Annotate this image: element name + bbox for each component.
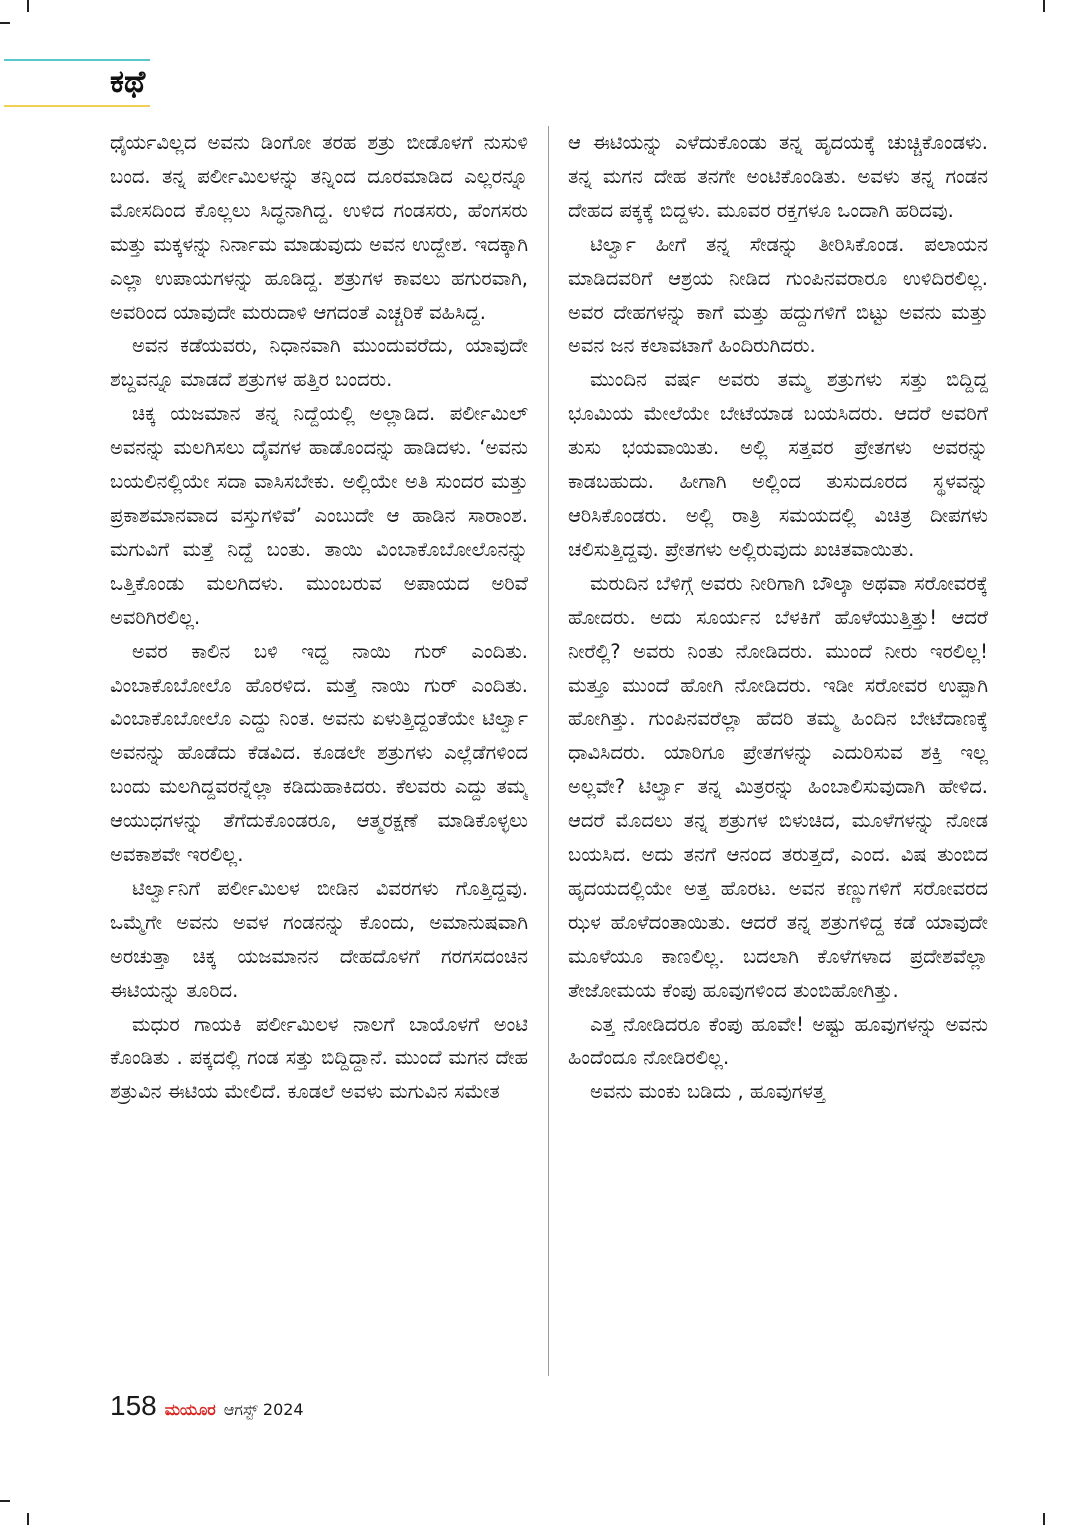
crop-mark — [27, 0, 29, 12]
crop-mark — [1043, 1513, 1045, 1525]
paragraph: ಮಧುರ ಗಾಯಕಿ ಪರ್ಲೀಮಿಲಳ ನಾಲಗೆ ಬಾಯೊಳಗೆ ಅಂಟಿ ಕೊಂಡಿತು . ಪಕ್ಕದಲ್ಲಿ ಗಂಡ ಸತ್ತು ಬಿದ್ದಿದ್ದಾನೆ. ಮುಂದೆ ಮಗನ ದೇಹ ಶತ್ರುವಿನ ಈಟಿಯ ಮೇಲಿದೆ. ಕೂಡಲೆ ಅವಳು ಮಗುವಿನ ಸಮೇತ — [110, 1012, 528, 1104]
magazine-logo: ಮಯೂರ — [164, 1400, 216, 1419]
issue-date: ಆಗಸ್ಟ್ 2024 — [223, 1400, 304, 1419]
left-column — [110, 126, 528, 1381]
paragraph: ಅವನ ಕಡೆಯವರು, ನಿಧಾನವಾಗಿ ಮುಂದುವರೆದು, ಯಾವುದೇ ಶಬ್ದವನ್ನೂ ಮಾಡದೆ ಶತ್ರುಗಳ ಹತ್ತಿರ ಬಂದರು. — [110, 334, 528, 392]
paragraph: ಅವನು ಮಂಕು ಬಡಿದು , ಹೂವುಗಳತ್ತ — [590, 1080, 825, 1104]
column-divider — [548, 126, 549, 1376]
section-rule-top — [4, 59, 150, 61]
paragraph: ಎತ್ತ ನೋಡಿದರೂ ಕೆಂಪು ಹೂವೇ! ಅಷ್ಟು ಹೂವುಗಳನ್ನು ಅವನು ಹಿಂದೆಂದೂ ನೋಡಿರಲಿಲ್ಲ. — [568, 1012, 988, 1070]
section-title: ಕಥೆ — [110, 64, 146, 100]
paragraph: ಟಿರ್ಲ್ವಾ ಹೀಗೆ ತನ್ನ ಸೇಡನ್ನು ತೀರಿಸಿಕೊಂಡ. ಪಲಾಯನ ಮಾಡಿದವರಿಗೆ ಆಶ್ರಯ ನೀಡಿದ ಗುಂಪಿನವರಾರೂ ಉಳಿದಿರಲಿಲ್ಲ. ಅವರ ದೇಹಗಳನ್ನು ಕಾಗೆ ಮತ್ತು ಹದ್ದುಗಳಿಗೆ ಬಿಟ್ಟು ಅವನು ಮತ್ತು ಅವನ ಜನ ಕಲಾವಟಾಗೆ ಹಿಂದಿರುಗಿದರು. — [568, 232, 988, 358]
page-number: 158 — [110, 1390, 157, 1421]
crop-mark — [27, 1513, 29, 1525]
page-footer — [110, 1390, 304, 1430]
paragraph: ಮರುದಿನ ಬೆಳಿಗ್ಗೆ ಅವರು ನೀರಿಗಾಗಿ ಬೌಲ್ಕಾ ಅಥವಾ ಸರೋವರಕ್ಕೆ ಹೋದರು. ಅದು ಸೂರ್ಯನ ಬೆಳಕಿಗೆ ಹೊಳೆಯುತ್ತಿತ್ತು! ಆದರೆ ನೀರೆಲ್ಲಿ? ಅವರು ನಿಂತು ನೋಡಿದರು. ಮುಂದೆ ನೀರು ಇರಲಿಲ್ಲ! ಮತ್ತೂ ಮುಂದೆ ಹೋಗಿ ನೋಡಿದರು. ಇಡೀ ಸರೋವರ ಉಪ್ಪಾಗಿ ಹೋಗಿತ್ತು. ಗುಂಪಿನವರೆಲ್ಲಾ ಹೆದರಿ ತಮ್ಮ ಹಿಂದಿನ ಬೇಟೆದಾಣಕ್ಕೆ ಧಾವಿಸಿದರು. ಯಾರಿಗೂ ಪ್ರೇತಗಳನ್ನು ಎದುರಿಸುವ ಶಕ್ತಿ ಇಲ್ಲ ಅಲ್ಲವೇ? ಟಿರ್ಲ್ವಾ ತನ್ನ ಮಿತ್ರರನ್ನು ಹಿಂಬಾಲಿಸುವುದಾಗಿ ಹೇಳಿದ. ಆದರೆ ಮೊದಲು ತನ್ನ ಶತ್ರುಗಳ ಬಿಳುಚಿದ, ಮೂಳೆಗಳನ್ನು ನೋಡ ಬಯಸಿದ. ಅದು ತನಗೆ ಆನಂದ ತರುತ್ತದೆ, ಎಂದ. ವಿಷ ತುಂಬಿದ ಹೃದಯದಲ್ಲಿಯೇ ಅತ್ತ ಹೊರಟ. ಅವನ ಕಣ್ಣುಗಳಿಗೆ ಸರೋವರದ ಝಳ ಹೊಳೆದಂತಾಯಿತು. ಆದರೆ ತನ್ನ ಶತ್ರುಗಳಿದ್ದ ಕಡೆ ಯಾವುದೇ ಮೂಳೆಯೂ ಕಾಣಲಿಲ್ಲ. ಬದಲಾಗಿ ಕೊಳೆಗಳಾದ ಪ್ರದೇಶವೆಲ್ಲಾ ತೇಜೋಮಯ ಕೆಂಪು ಹೂವುಗಳಿಂದ ತುಂಬಿಹೋಗಿತ್ತು. — [568, 571, 988, 1002]
paragraph: ಧೈರ್ಯವಿಲ್ಲದ ಅವನು ಡಿಂಗೋ ತರಹ ಶತ್ರು ಬೀಡೊಳಗೆ ನುಸುಳಿ ಬಂದ. ತನ್ನ ಪರ್ಲೀಮಿಲಳನ್ನು ತನ್ನಿಂದ ದೂರಮಾಡಿದ ಎಲ್ಲರನ್ನೂ ಮೋಸದಿಂದ ಕೊಲ್ಲಲು ಸಿದ್ಧನಾಗಿದ್ದ. ಉಳಿದ ಗಂಡಸರು, ಹೆಂಗಸರು ಮತ್ತು ಮಕ್ಕಳನ್ನು ನಿರ್ನಾಮ ಮಾಡುವುದು ಅವನ ಉದ್ದೇಶ. ಇದಕ್ಕಾಗಿ ಎಲ್ಲಾ ಉಪಾಯಗಳನ್ನು ಹೂಡಿದ್ದ. ಶತ್ರುಗಳ ಕಾವಲು ಹಗುರವಾಗಿ, ಅವರಿಂದ ಯಾವುದೇ ಮರುದಾಳಿ ಆಗದಂತೆ ಎಚ್ಚರಿಕೆ ವಹಿಸಿದ್ದ. — [110, 131, 528, 324]
crop-mark — [1043, 0, 1045, 12]
crop-mark — [0, 1500, 10, 1502]
section-rule-bottom — [4, 105, 150, 107]
right-column — [568, 126, 988, 1381]
paragraph: ಆ ಈಟಿಯನ್ನು ಎಳೆದುಕೊಂಡು ತನ್ನ ಹೃದಯಕ್ಕೆ ಚುಚ್ಚಿಕೊಂಡಳು. ತನ್ನ ಮಗನ ದೇಹ ತನಗೇ ಅಂಟಿಕೊಂಡಿತು. ಅವಳು ತನ್ನ ಗಂಡನ ದೇಹದ ಪಕ್ಕಕ್ಕೆ ಬಿದ್ದಳು. ಮೂವರ ರಕ್ತಗಳೂ ಒಂದಾಗಿ ಹರಿದವು. — [568, 131, 988, 222]
paragraph: ಮುಂದಿನ ವರ್ಷ ಅವರು ತಮ್ಮ ಶತ್ರುಗಳು ಸತ್ತು ಬಿದ್ದಿದ್ದ ಭೂಮಿಯ ಮೇಲೆಯೇ ಬೇಟೆಯಾಡ ಬಯಸಿದರು. ಆದರೆ ಅವರಿಗೆ ತುಸು ಭಯವಾಯಿತು. ಅಲ್ಲಿ ಸತ್ತವರ ಪ್ರೇತಗಳು ಅವರನ್ನು ಕಾಡಬಹುದು. ಹೀಗಾಗಿ ಅಲ್ಲಿಂದ ತುಸುದೂರದ ಸ್ಥಳವನ್ನು ಆರಿಸಿಕೊಂಡರು. ಅಲ್ಲಿ ರಾತ್ರಿ ಸಮಯದಲ್ಲಿ ವಿಚಿತ್ರ ದೀಪಗಳು ಚಲಿಸುತ್ತಿದ್ದವು. ಪ್ರೇತಗಳು ಅಲ್ಲಿರುವುದು ಖಚಿತವಾಯಿತು. — [568, 368, 988, 561]
paragraph: ಟಿರ್ಲ್ವಾನಿಗೆ ಪರ್ಲೀಮಿಲಳ ಬೀಡಿನ ವಿವರಗಳು ಗೊತ್ತಿದ್ದವು. ಒಮ್ಮೆಗೇ ಅವನು ಅವಳ ಗಂಡನನ್ನು ಕೊಂದು, ಅಮಾನುಷವಾಗಿ ಅರಚುತ್ತಾ ಚಿಕ್ಕ ಯಜಮಾನನ ದೇಹದೊಳಗೆ ಗರಗಸದಂಚಿನ ಈಟಿಯನ್ನು ತೂರಿದ. — [110, 876, 528, 1002]
crop-mark — [0, 22, 10, 24]
paragraph: ಅವರ ಕಾಲಿನ ಬಳಿ ಇದ್ದ ನಾಯಿ ಗುರ್ ಎಂದಿತು. ವಿಂಬಾಕೊಬೋಲೊ ಹೊರಳಿದ. ಮತ್ತೆ ನಾಯಿ ಗುರ್ ಎಂದಿತು. ವಿಂಬಾಕೊಬೋಲೊ ಎದ್ದು ನಿಂತ. ಅವನು ಏಳುತ್ತಿದ್ದಂತೆಯೇ ಟಿರ್ಲ್ವಾ ಅವನನ್ನು ಹೊಡೆದು ಕೆಡವಿದ. ಕೂಡಲೇ ಶತ್ರುಗಳು ಎಲ್ಲೆಡೆಗಳಿಂದ ಬಂದು ಮಲಗಿದ್ದವರನ್ನೆಲ್ಲಾ ಕಡಿದುಹಾಕಿದರು. ಕೆಲವರು ಎದ್ದು ತಮ್ಮ ಆಯುಧಗಳನ್ನು ತೆಗೆದುಕೊಂಡರೂ, ಆತ್ಮರಕ್ಷಣೆ ಮಾಡಿಕೊಳ್ಳಲು ಅವಕಾಶವೇ ಇರಲಿಲ್ಲ. — [110, 639, 528, 867]
paragraph: ಚಿಕ್ಕ ಯಜಮಾನ ತನ್ನ ನಿದ್ದೆಯಲ್ಲಿ ಅಲ್ಲಾಡಿದ. ಪರ್ಲೀಮಿಲ್ ಅವನನ್ನು ಮಲಗಿಸಲು ದೈವಗಳ ಹಾಡೊಂದನ್ನು ಹಾಡಿದಳು. ‘ಅವನು ಬಯಲಿನಲ್ಲಿಯೇ ಸದಾ ವಾಸಿಸಬೇಕು. ಅಲ್ಲಿಯೇ ಅತಿ ಸುಂದರ ಮತ್ತು ಪ್ರಕಾಶಮಾನವಾದ ವಸ್ತುಗಳಿವೆ’ ಎಂಬುದೇ ಆ ಹಾಡಿನ ಸಾರಾಂಶ. ಮಗುವಿಗೆ ಮತ್ತೆ ನಿದ್ದೆ ಬಂತು. ತಾಯಿ ವಿಂಬಾಕೊಬೋಲೊನನ್ನು ಒತ್ತಿಕೊಂಡು ಮಲಗಿದಳು. ಮುಂಬರುವ ಅಪಾಯದ ಅರಿವೆ ಅವರಿಗಿರಲಿಲ್ಲ. — [110, 402, 528, 629]
